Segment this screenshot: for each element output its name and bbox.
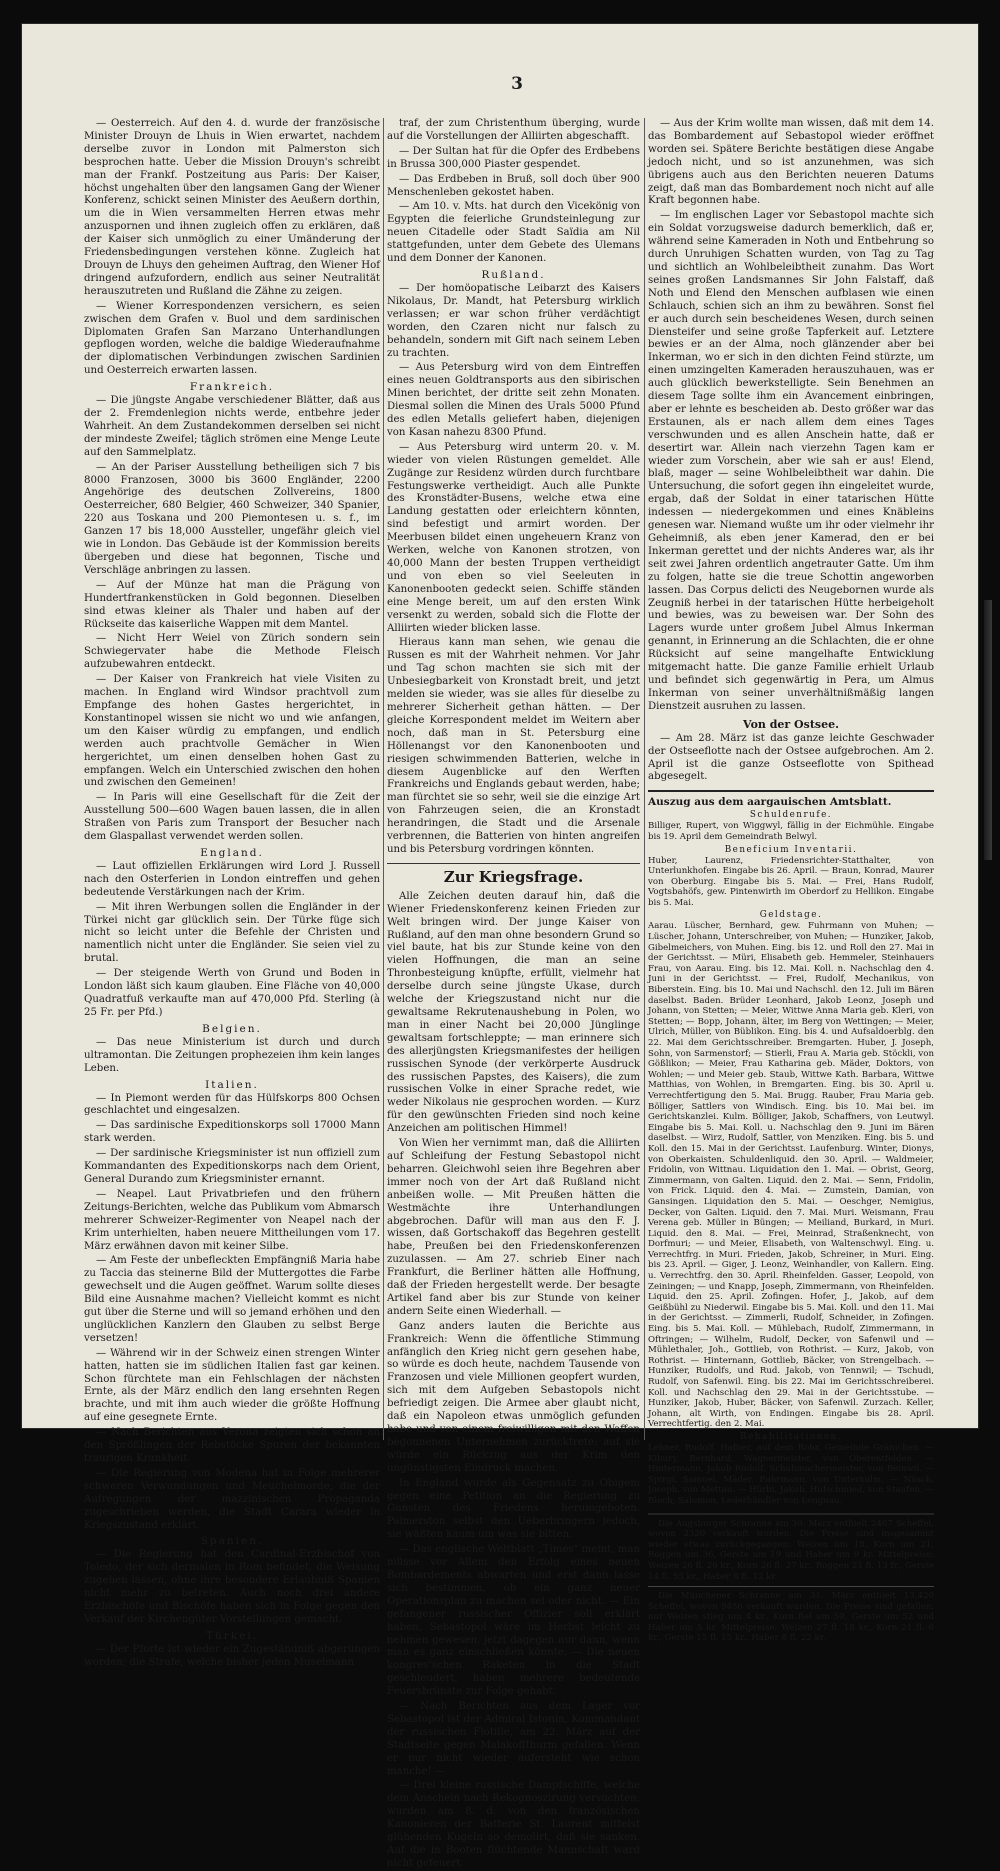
notice-text: Billiger, Rupert, von Wiggwyl, fällig in der Eichmühle. Eingabe bis 19. April dem Gemeindrath Belwyl. bbox=[648, 821, 934, 842]
article-paragraph: — Das neue Ministerium ist durch und durch ultramontan. Die Zeitungen prophezeien ihm kein langes Leben. bbox=[84, 1036, 380, 1074]
article-paragraph: — Der Pforte ist wieder ein Zugeständniß abgerungen worden; die Strafe, welche bisher jeden Muselmann bbox=[84, 1643, 380, 1668]
article-paragraph: — In Paris will eine Gesellschaft für die Zeit der Ausstellung 500—600 Wagen bauen lassen, die in allen Straßen von Paris zum Transport der Besucher nach dem Glaspallast verwendet werden sollen. bbox=[84, 792, 380, 843]
article-paragraph: — Die jüngste Angabe verschiedener Blätter, daß aus der 2. Fremdenlegion nichts werde, entbehre jeder Wahrheit. An dem Zustandekommen derselben sei nicht der mindeste Zweifel; täglich strömen eine Menge Leute auf den Sammelplatz. bbox=[84, 395, 380, 458]
divider bbox=[648, 1586, 934, 1587]
section-heading-england: England. bbox=[200, 846, 264, 859]
article-paragraph: traf, der zum Christenthum überging, wurde auf die Vorstellungen der Alliirten abgeschafft. bbox=[387, 118, 640, 142]
section-heading-frankreich: Frankreich. bbox=[189, 381, 275, 394]
notice-text: Huber, Laurenz, Friedensrichter-Statthalter, von Unterlunkhofen. Eingabe bis 26. April. — Braun, Konrad, Maurer von Oberburg. Eingabe bis 5. Mai. — Frei, Hans Rudolf, Vogtsbahöfs, gew. Pintenwirth im Oberdorf zu Hellikon. Eingabe bis 5. Mai. bbox=[648, 855, 934, 908]
article-paragraph: — Neapel. Laut Privatbriefen und den frühern Zeitungs-Berichten, welche das Publikum vom Abmarsch mehrerer Schweizer-Regimenter von Neapel nach der Krim unterhielten, haben neuere Mittheilungen vom 17. März erwähnen davon mit keiner Silbe. bbox=[84, 1188, 380, 1252]
column-right bbox=[648, 118, 934, 1644]
subheading-schuldenrufe: Schuldenrufe. bbox=[749, 810, 833, 821]
article-paragraph: — Während wir in der Schweiz einen strengen Winter hatten, hatten sie im südlichen Italien fast gar keinen. Schon fürchtete man ein Fehlschlagen der nächsten Ernte, als der März endlich den lang ersehnten Regen brachte, und mit ihm auch wieder die größte Hoffnung auf eine gesegnete Ernte. bbox=[84, 1347, 380, 1424]
article-paragraph: — Am Feste der unbefleckten Empfängniß Maria habe zu Taccia das steinerne Bild der Muttergottes die Farbe gewechselt und die Augen geöffnet. Warum sollte dieses Bild eine Ausnahme machen? Vielleicht kommt es nicht gut über die Sterne und will so jemand erhöhen und den unglücklichen Kanzlern den Glauben zu selbst Berge versetzen! bbox=[84, 1255, 380, 1344]
article-paragraph: Von Wien her vernimmt man, daß die Alliirten auf Schleifung der Festung Sebastopol nicht beharren. Gleichwohl seien ihre Begehren aber immer noch von der Art daß Rußland nicht anbeißen wolle. — Mit Preußen hätten die Westmächte ihre Unterhandlungen abgebrochen. Dafür will man aus den F. J. wissen, daß Gortschakoff das Begehren gestellt habe, Preußen bei den Friedenskonferenzen zuzulassen. — Am 27. schrieb Einer nach Frankfurt, die Berliner hätten alle Hoffnung, daß der Frieden hergestellt werde. Der besagte Artikel fand aber bis zur Stunde von keiner andern Seite einen Wiederhall. — bbox=[387, 1138, 640, 1317]
article-paragraph: — Die Regierung von Modena hat in Folge mehrerer schweren Verwundungen und Meuchelmorde, die der Aufregungen der mazzinischen Propaganda zugeschrieben werden, die Stadt Carara wieder in Kriegszustand erklärt. bbox=[84, 1467, 380, 1531]
article-paragraph: In England wurde als Gegensatz zu Obigem gegen eine Petition an die Regierung zu Gunsten des Friedens herumgeboten. Palmerston selbst den Ueberbringern jedoch, sie wäßten kaum um was sie bitten. bbox=[387, 1477, 640, 1541]
section-heading-tuerkei: Türkei. bbox=[205, 1629, 259, 1642]
column-divider bbox=[644, 118, 645, 1440]
article-paragraph: — Nach Berichten aus dem Lager vor Sebastopol ist der Admiral Istonin, Kommandant der russischen Flotille, am 22. März auf der Stadtseite gegen Malakoffthurm gefallen. Wenn er nur nicht wieder aufersteht wie schon manche! — bbox=[387, 1701, 640, 1777]
article-paragraph: — Im englischen Lager vor Sebastopol machte sich ein Soldat vorzugsweise dadurch bemerklich, daß er, während seine Kameraden in Noth und Entbehrung so durch Unruhigen Schatten wurden, von Tag zu Tag und sichtlich an Wohlbeleibtheit zunahm. Das Wort seines großen Landsmannes Sir John Falstaff, daß Noth und Elend den Menschen aufblasen wie einen Schlauch, schien sich an ihm zu bewähren. Sonst fiel er auch durch sein bescheidenes Wesen, durch seinen Diensteifer und seine große Tapferkeit auf. Letztere bewies er an der Alma, noch glänzender aber bei Inkerman, wo er sich in den dichten Feind stürzte, um einen umzingelten Kameraden herauszuhauen, was er auch glücklich bewerkstelligte. Sein Benehmen an diesem Tage sollte ihm ein Avancement einbringen, aber er lehnte es bescheiden ab. Desto größer war das Erstaunen, als er nach allem dem eines Tages verschwunden und es allen Anschein hatte, daß er desertirt war. Allein nach vierzehn Tagen kam er wieder zum Vorschein, aber wie sah er aus! Elend, blaß, mager — seine Wohlbeleibtheit war dahin. Die Untersuchung, die sofort gegen ihn eingeleitet wurde, ergab, daß der Soldat in einer tatarischen Hütte indessen — niedergekommen und eines Knäbleins genesen war. Niemand wußte um ihr oder vielmehr ihr Geheimniß, als eben jener Kamerad, den er bei Inkerman gerettet und der nichts Anderes war, als ihr seit zwei Jahren ordentlich angetrauter Gatte. Um ihm zu folgen, hatte sie die treue Schottin angeworben lassen. Das Corpus delicti des Neugebornen wurde als Zeugniß herbei in der tatarischen Hütte herbeigeholt und bewies, was zu beweisen war. Der Sohn des Lagers wurde unter großem Jubel Almus Inkerman genannt, in Erinnerung an die Schlachten, die er ohne Rücksicht auf seine mangelhafte Entwicklung mitgemacht hatte. Die ganze Familie erhielt Urlaub und befindet sich gegenwärtig in Pera, um Almus Inkerman von seiner unverhältnißmäßig langen Dienstzeit ausruhen zu lassen. bbox=[648, 210, 934, 712]
market-report-augsburg: Die Augsburger Schranne am 30. März enthielt 2467 Scheffel, wovon 2320 verkauft wurden. Die Preise sind insgesammt wieder etwas zurückgegangen: Weizen um 18, Korn um 21, Roggen um 36, Gerste um 19 und Haber um 9 kr. Mittelpreise: Weizen 26 fl. 20 kr., Korn 26 fl. 27 kr., Roggen 21 fl. 13 fr., Gerste 14 fl. 55 kr., Haber 8 fl. 12 kr. bbox=[648, 1518, 934, 1582]
article-paragraph: Hieraus kann man sehen, wie genau die Russen es mit der Wahrheit nehmen. Vor Jahr und Tag schon machten sie sich mit der Unbesiegbarkeit von Kronstadt breit, und jetzt melden sie wieder, was sie alles für dieselbe zu mehrerer Sicherheit gethan hätten. — Der gleiche Korrespondent meldet im Weitern aber noch, daß man in St. Petersburg eine Höllenangst vor den Kanonenbooten und riesigen schwimmenden Batterien, welche in diesem Augenblicke auf den Werften Frankreichs und Englands gebaut werden, habe; man fürchtet sie so sehr, weil sie die einzige Art von Fahrzeugen seien, die an Kronstadt herandringen, die Stadt und die Arsenale verbrennen, die Batterien von hinten angreifen und bis Petersburg vordringen könnten. bbox=[387, 637, 640, 855]
article-paragraph: — Mit ihren Werbungen sollen die Engländer in der Türkei nicht gar glücklich sein. Der Türke füge sich nicht so leicht unter die Befehle der Christen und namentlich nicht unter die Engländer. Sie seien viel zu brutal. bbox=[84, 901, 380, 965]
article-paragraph: — Am 10. v. Mts. hat durch den Vicekönig von Egypten die feierliche Grundsteinlegung zur neuen Citadelle oder Stadt Saïdia am Nil stattgefunden, unter dem Gebete des Ulemans und dem Donner der Kanonen. bbox=[387, 201, 640, 265]
article-paragraph: — Oesterreich. Auf den 4. d. wurde der französische Minister Drouyn de Lhuis in Wien erwartet, nachdem derselbe zuvor in London mit Palmerston sich besprochen hatte. Ueber die Mission Drouyn's schreibt man der Frankf. Postzeitung aus Paris: Der Kaiser, höchst ungehalten über den langsamen Gang der Wiener Konferenz, schickt seinen Minister des Aeußern dorthin, um die in Wien versammelten Herren etwas mehr anzuspornen und ihnen zugleich offen zu erklären, daß der Kaiser sich unmöglich zu einer Umänderung der Friedensbedingungen verstehen könne. Zugleich hat Drouyn de Lhuys den geheimen Auftrag, den Wiener Hof dringend aufzufordern, endlich aus seiner Neutralität herauszutreten und Rußland die Zähne zu zeigen. bbox=[84, 118, 381, 297]
section-heading-spanien: Spanien. bbox=[200, 1535, 264, 1548]
market-report-box bbox=[648, 1513, 934, 1645]
article-paragraph: — Aus der Krim wollte man wissen, daß mit dem 14. das Bombardement auf Sebastopol wieder eröffnet worden sei. Spätere Berichte bestätigen diese Angabe jedoch nicht, und so ist anzunehmen, was sich übrigens auch aus den Berichten neueren Datums zeigt, daß man das Bombardement noch nicht auf alle Kraft begonnen habe. bbox=[648, 118, 934, 207]
article-paragraph: — Das englische Weltblatt „Times" meint, man müsse vor Allem den Erfolg eines neuen Bombardements abwarten und erst dann lasse sich bestimmen, ob ein ganz neuer Operationsplan zu machen sei oder nicht. — Ein gefangener russischer Offizier soll erklärt haben, Sebastopol wäre im Herbst leicht zu nehmen gewesen, jetzt dagegen nur dann, wenn man es ganz einschließen könnte. — Die neuen kongrev'schen Raketen in die Stadt geschleudert, haben mehrere bedeutende Feuersbrünste zur Folge gehabt. bbox=[387, 1544, 641, 1698]
section-heading-russland: Rußland. bbox=[481, 268, 546, 281]
article-paragraph: — Drei kleine russische Dampfschiffe, welche dem Anschein nach Rekognoszirung versuchten, wurden am 8. d. von den französischen Kanonieren der Batterie St. Laurent mittelst glühenden Kugeln so demolirt, daß sie sanken. Auf die in Booten flüchtende Mannschaft ward nicht gefeuert. bbox=[387, 1780, 640, 1869]
page-number: 3 bbox=[511, 74, 523, 94]
newspaper-page bbox=[22, 24, 978, 1869]
article-paragraph: — An der Pariser Ausstellung betheiligen sich 7 bis 8000 Franzosen, 3000 bis 3600 Engländer, 2200 Angehörige des deutschen Zollvereins, 1800 Oesterreicher, 680 Belgier, 460 Schweizer, 340 Spanier, 220 aus Toskana und 200 Piemontesen u. s. f., im Ganzen 17 bis 18,000 Aussteller, ungefähr gleich viel wie in London. Das Gebäude ist der Kommission bereits übergeben und diese hat begonnen, Tische und Verschläge anbringen zu lassen. bbox=[84, 461, 380, 576]
column-divider bbox=[383, 118, 384, 1440]
subheading-beneficium: Beneficium Inventarii. bbox=[724, 844, 858, 855]
amtsblatt-title: Auszug aus dem aargauischen Amtsblatt. bbox=[648, 796, 892, 809]
article-paragraph: — Am 28. März ist das ganze leichte Geschwader der Ostseeflotte nach der Ostsee aufgebrochen. Am 2. April ist die ganze Ostseeflotte von Spithead abgesegelt. bbox=[648, 732, 934, 783]
column-middle bbox=[387, 118, 641, 1869]
headline-kriegsfrage: Zur Kriegsfrage. bbox=[387, 863, 640, 886]
article-paragraph: — Der sardinische Kriegsminister ist nun offiziell zum Kommandanten des Expeditionskorps nach dem Orient, General Durando zum Kriegsminister ernannt. bbox=[84, 1148, 380, 1185]
subheading-geldstage: Geldstage. bbox=[759, 910, 823, 921]
section-heading-italien: Italien. bbox=[205, 1078, 259, 1091]
article-paragraph: — Laut offiziellen Erklärungen wird Lord J. Russell nach den Osterferien in London eintreffen und gehen bedeutende Verstärkungen nach der Krim. bbox=[84, 860, 380, 898]
article-paragraph: — Auf der Münze hat man die Prägung von Hundertfrankenstücken in Gold begonnen. Dieselben sind etwas kleiner als Thaler und haben auf der Rückseite das kaiserliche Wappen mit dem Mantel. bbox=[84, 579, 380, 630]
article-paragraph: — Die Regierung hat den Cardinal-Erzbischof von Toledo, der sich dermalen in Rom befindet, die Weisung zugehen lassen, ohne ihre besondere Erlaubniß Spanien nicht mehr zu betreten. Auch noch drei andere Erzbischöfe und Bischöfe haben sich in Folge gegen den Verkauf der Kirchengüter Vorstellungen gemacht. bbox=[84, 1549, 380, 1625]
column-left bbox=[84, 118, 381, 1668]
article-paragraph: — Der Kaiser von Frankreich hat viele Visiten zu machen. In England wird Windsor prachtvoll zum Empfange des hohen Gastes hergerichtet, in Konstantinopel wissen sie nicht wo und wie anfangen, um den Kaiser würdig zu empfangen, und endlich werden auch prachtvolle Gemächer in Wien hergerichtet, um einen denselben hohen Gast zu empfangen. Welch ein Unterschied zwischen den hohen und zwischen den Gemeinen! bbox=[84, 674, 380, 789]
article-paragraph: — Aus Petersburg wird von dem Eintreffen eines neuen Goldtransports aus den sibirischen Minen berichtet, der dritte seit zehn Monaten. Diesmal sollen die Minen des Urals 5000 Pfund des edlen Metalls geliefert haben, diejenigen von Kasan nahezu 8300 Pfund. bbox=[387, 362, 640, 438]
article-paragraph: — Das Erdbeben in Bruß, soll doch über 900 Menschenleben gekostet haben. bbox=[387, 173, 640, 198]
article-paragraph: — Aus Petersburg wird unterm 20. v. M. wieder von vielen Rüstungen gemeldet. Alle Zugänge zur Residenz würden durch furchtbare Festungswerke vertheidigt. Auch alle Punkte des Kronstädter-Busens, welche etwa eine Landung gestatten oder erleichtern könnten, sind befestigt und armirt worden. Der Meerbusen bildet einen ungeheuern Kranz von Werken, welche von Kanonen strotzen, von 40,000 Mann der besten Truppen vertheidigt und von eben so viel Seeleuten in Kanonenbooten gedeckt seien. Schiffe ständen eine Menge bereit, um auf den ersten Wink versenkt zu werden, sobald sich die Flotte der Alliirten wieder blicken lasse. bbox=[387, 441, 640, 634]
scan-edge-shadow bbox=[984, 600, 992, 860]
article-paragraph: — Der homöopatische Leibarzt des Kaisers Nikolaus, Dr. Mandt, hat Petersburg wirklich verlassen; er war schon früher verdächtigt worden, den Czaren nicht nur falsch zu behandeln, sondern mit Gift nach seinem Leben zu trachten. bbox=[387, 282, 640, 359]
notice-text: Aarau. Lüscher, Bernhard, gew. Fuhrmann von Muhen; — Lüscher, Johann, Unterschreiber, von Muhen; — Hunziker, Jakob, Gibelmeichers, von Muhen. Eing. bis 12. und Roll den 27. Mai in der Gerichtsst. — Müri, Elisabeth geb. Hemmeler, Steinhauers Frau, von Aarau. Eing. bis 12. Mai. Koll. n. Nachschlag den 4. Juni in der Gerichtsst. — Frei, Rudolf, Mechanikus, von Biberstein. Eing. bis 10. Mai und Nachschl. den 12. Juli im Bären daselbst. Baden. Brüder Leonhard, Jakob Leonz, Joseph und Johann, von Stetten; — Meier, Wittwe Anna Maria geb. Kleri, von Stetten; — Bopp, Johann, älter, im Berg von Wettingen; — Meier, Ulrich, Müller, von Büblikon. Eing. bis 4. und Aufsaldoerblg. den 22. Mai dem Gerichtsschreiber. Bremgarten. Huber, J. Joseph, Sohn, von Sarmenstorf; — Stierli, Frau A. Maria geb. Stöckli, von Gößlikon; — Meier, Frau Katharina geb. Mäder, Doktors, von Wohlen; — und Meier geb. Staub, Wittwe Kath. Barbara, Wittwe Matthias, von Wohlen, in Bremgarten. Eing. bis 30. April u. Verrechtfertigung den 5. Mai. Brugg. Rauber, Frau Maria geb. Bölliger, Sattlers von Windisch. Eing. bis 10. Mai bei. im Gerichtskanzlei. Kulm. Bölliger, Jakob, Schaffners, von Leutwyl. Eingabe bis 5. Mai. Koll. u. Nachschlag den 9. Juni im Bären daselbst. — Wirz, Rudolf, Sattler, von Menziken. Eing. bis 5. und Koll. den 15. Mai in der Gerichtsst. Laufenburg. Winter, Dionys, von Oberkaisten. Schuldenliquid. den 30. April. — Waldmeier, Fridolin, von Wittnau. Liquidation den 1. Mai. — Obrist, Georg, Zimmermann, von Galten. Liquid. den 2. Mai. — Senn, Fridolin, von Frick. Liquid. den 4. Mai. — Zumstein, Damian, von Gansingen. Liquidation den 5. Mai. — Oeschger, Nemigius, Decker, von Galten. Liquid. den 7. Mai. Muri. Weismann, Frau Verena geb. Müller in Büngen; — Meiliand, Burkard, in Muri. Liquid. den 8. Mai. — Frei, Meinrad, Straßenknecht, von Dorfmuri; — und Meier, Elisabeth, von Waltenschwyl. Eing. u. Verrechtfrg. in Muri. Frieden, Jakob, Schreiner, in Muri. Eing. bis 23. April. — Giger, J. Leonz, Weinhandler, von Kallern. Eing. u. Verrechtfrg. den 30. April. Rheinfelden. Gasser, Leopold, von Zeiningen; — und Knapp, Joseph, Zimmermann, von Rheinfelden. Liquid. den 25. April. Zofingen. Hofer, J., Jakob, auf dem Geißbühl zu Niederwil. Eingabe bis 5. Mai. Koll. und den 11. Mai in der Gerichtsst. — Zimmerli, Rudolf, Schneider, in Zofingen. Eing. bis 5. Mai. Koll. — Mühlebach, Rudolf, Zimmermann, in Oftringen; — Wilhelm, Rudolf, Decker, von Safenwil und — Mühlethaler, Joh., Gottlieb, von Rothrist. — Kurz, Jakob, von Rothrist. — Hinternann, Gottlieb, Bäcker, von Strengelbach. — Hunziker, Rudolfs, und Rud. Jakob, von Tennwil; — Tschudi, Rudolf, von Safenwil. Eing. bis 22. Mai im Gerichtsschreiberei. Koll. und Nachschlag den 29. Mai in der Gerichtsstube. — Hunziker, Jakob, Huber, Bäcker, von Safenwil. Zurzach. Keller, Johann, alt Wirth, von Endingen. Eingabe bis 28. April. Verrechtfertig. den 2. Mai. bbox=[648, 921, 934, 1430]
article-paragraph: — Nicht Herr Weiel von Zürich sondern sein Schwiegervater habe die Methode Fleisch aufzubewahren entdeckt. bbox=[84, 633, 380, 671]
article-paragraph: Alle Zeichen deuten darauf hin, daß die Wiener Friedenskonferenz keinen Frieden zur Welt bringen wird. Der junge Kaiser von Rußland, auf den man ohne besondern Grund so viel baute, hat bis zur Stunde keine von den vielen Hoffnungen, die man an seine Thronbesteigung knüpfte, erfüllt, vielmehr hat derselbe durch seine jüngste Ukase, durch welche der Kriegszustand nicht nur die gewaltsame Rekrutenaushebung in Polen, wo man in einer Nacht bei 20,000 Jünglinge gewaltsam fortschleppte; — man erinnere sich des allerjüngsten Kriegsmanifestes der heiligen russischen Synode (der verkörperte Ausdruck des russischen Papstes, des Kaisers), die zum russischen Volke in einer Sprache redet, wie weder Nikolaus nie gesprochen worden. — Kurz für den gewünschten Frieden sind noch keine Anzeichen am politischen Himmel! bbox=[387, 890, 640, 1135]
article-paragraph: — Nach Berichten aus Verona zeigten sich schon an den Sprößlingen der Rebstöcke Spuren der bekannten traurigen Krankheit. bbox=[84, 1427, 380, 1464]
subheading-rehabilitationen: Rehabilitationen. bbox=[739, 1431, 843, 1442]
article-paragraph: — Das sardinische Expeditionskorps soll 17000 Mann stark werden. bbox=[84, 1120, 380, 1145]
section-heading-ostsee: Von der Ostsee. bbox=[743, 717, 839, 731]
article-paragraph: — Wiener Korrespondenzen versichern, es seien zwischen dem Grafen v. Buol und dem sardinischen Diplomaten Grafen San Marzano Unterhandlungen gepflogen worden, welche die baldige Wiederaufnahme der diplomatischen Verbindungen zwischen Sardinien und Oesterreich erwarten lassen. bbox=[84, 300, 380, 377]
amtsblatt-box bbox=[648, 790, 934, 1506]
article-paragraph: — In Piemont werden für das Hülfskorps 800 Ochsen geschlachtet und eingesalzen. bbox=[84, 1092, 380, 1117]
article-paragraph: — Der steigende Werth von Grund und Boden in London läßt sich kaum glauben. Eine Fläche von 40,000 Quadratfuß verkaufte man auf 470,000 Pfd. Sterling (à 25 Fr. per Pfd.) bbox=[84, 968, 380, 1018]
article-paragraph: Ganz anders lauten die Berichte aus Frankreich: Wenn die öffentliche Stimmung anfänglich den Krieg nicht gern gesehen habe, so würde es doch heute, nachdem Tausende von Franzosen und viele Millionen geopfert wurden, sich mit dem Aufgeben Sebastopols nicht befriedigt zeigen. Die Armee aber glaubt nicht, daß ein Napoleon etwas unmöglich gefunden habe und von einem freiwilligen mit den Waffen begonnenen Unternehmen zurücktrete: auf sie würde ein Rückzug aus der Krim den ungünstigsten Eindruck machen. bbox=[387, 1320, 640, 1474]
notice-text: Lehner, Rudolf, Hafner, auf dem Rohr, Gemeinde Gränichen. — Kibury, Bernhard, Wagnermeister, von Oberentfelden. — Hintermann, Jakob Rudolf, Schuhmachermeister, von Beinwil. — Spirgi, Samuel, Mäder, Fuhrmann, von Unterkulm. — Nüsch, Joseph, von Mettau. — Hürbi, Jakob, Hufschmied, von Staufen. — Bloch, Salomon, Lederhändler von Lengnau. bbox=[648, 1442, 934, 1506]
article-paragraph: — Der Sultan hat für die Opfer des Erdbebens in Brussa 300,000 Piaster gespendet. bbox=[387, 145, 640, 170]
section-heading-belgien: Belgien. bbox=[202, 1022, 262, 1035]
market-report-muenchen: Die Münchener Schranne am 31. März enthielt 13,420 Scheffel, wovon 9456 verkauft wurden. Die Preise sind gefallen, nur Weizen stieg um 4 kr., Korn fiel um 59, Gerste um 52 und Haber um 5 kr. Mittelpreise: Weizen 27 fl. 18 kr., Korn 21 fl. 6 kr., Gerste 15 fl. 15 kr., Haber 8 fl. 22 kr. bbox=[648, 1591, 934, 1644]
